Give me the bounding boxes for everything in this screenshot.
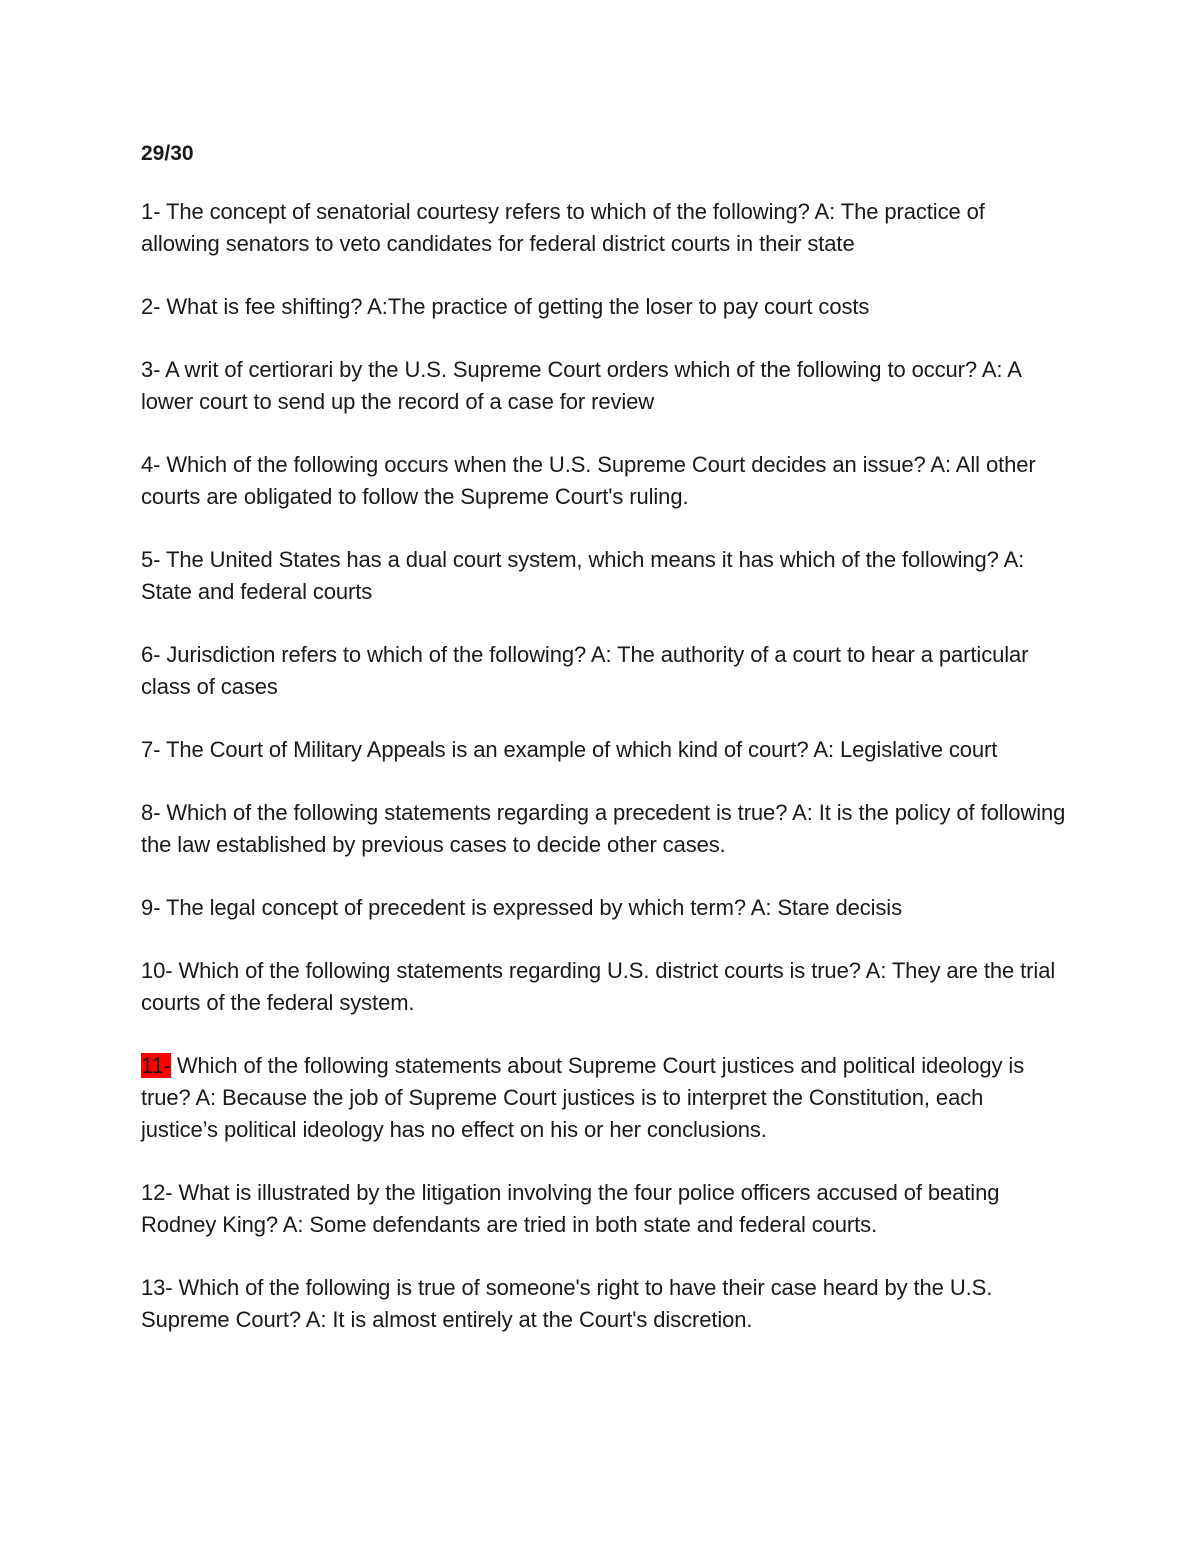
question-number: 8- xyxy=(141,800,161,825)
question-text: The Court of Military Appeals is an example of which kind of court? A: Legislative court xyxy=(160,737,998,762)
question-number: 7- xyxy=(141,737,161,762)
question-item xyxy=(141,955,1066,1019)
question-item-flagged xyxy=(141,1050,1066,1146)
question-item xyxy=(141,639,1066,703)
question-text: Which of the following is true of someone's right to have their case heard by the U.S. Supreme Court? A: It is almost entirely at the Court's discretion. xyxy=(141,1275,993,1332)
question-text: The United States has a dual court system, which means it has which of the following? A: State and federal courts xyxy=(141,547,1025,604)
question-number: 5- xyxy=(141,547,161,572)
question-text: A writ of certiorari by the U.S. Supreme Court orders which of the following to occur? A: A lower court to send up the record of a case for review xyxy=(141,357,1021,414)
document-content xyxy=(141,138,1066,1367)
question-item xyxy=(141,1177,1066,1241)
question-number-highlighted: 11- xyxy=(141,1053,171,1078)
question-number: 3- xyxy=(141,357,161,382)
question-text: The concept of senatorial courtesy refers to which of the following? A: The practice of allowing senators to veto candidates for federal district courts in their state xyxy=(141,199,985,256)
question-number: 6- xyxy=(141,642,161,667)
question-item xyxy=(141,734,1066,766)
question-number: 10- xyxy=(141,958,173,983)
question-number: 13- xyxy=(141,1275,173,1300)
question-item xyxy=(141,892,1066,924)
question-text: Which of the following statements about Supreme Court justices and political ideology is true? A: Because the job of Supreme Court justices is to interpret the Constitution, each justice’s political ideology has no effect on his or her conclusions. xyxy=(141,1053,1025,1142)
question-number: 9- xyxy=(141,895,161,920)
question-item xyxy=(141,354,1066,418)
question-text: Jurisdiction refers to which of the following? A: The authority of a court to hear a particular class of cases xyxy=(141,642,1029,699)
question-text: Which of the following statements regarding a precedent is true? A: It is the policy of following the law established by previous cases to decide other cases. xyxy=(141,800,1066,857)
question-number: 4- xyxy=(141,452,161,477)
question-text: Which of the following occurs when the U.S. Supreme Court decides an issue? A: All other courts are obligated to follow the Supreme Court's ruling. xyxy=(141,452,1036,509)
question-item xyxy=(141,196,1066,260)
question-number: 12- xyxy=(141,1180,173,1205)
question-item xyxy=(141,544,1066,608)
question-number: 1- xyxy=(141,199,161,224)
question-number: 2- xyxy=(141,294,161,319)
question-text: What is illustrated by the litigation involving the four police officers accused of beating Rodney King? A: Some defendants are tried in both state and federal courts. xyxy=(141,1180,1000,1237)
question-item xyxy=(141,1272,1066,1336)
question-item xyxy=(141,797,1066,861)
question-item xyxy=(141,449,1066,513)
question-text: The legal concept of precedent is expressed by which term? A: Stare decisis xyxy=(160,895,902,920)
score-heading: 29/30 xyxy=(141,142,194,165)
question-text: What is fee shifting? A:The practice of getting the loser to pay court costs xyxy=(160,294,870,319)
question-item xyxy=(141,291,1066,323)
question-text: Which of the following statements regarding U.S. district courts is true? A: They are the trial courts of the federal system. xyxy=(141,958,1056,1015)
